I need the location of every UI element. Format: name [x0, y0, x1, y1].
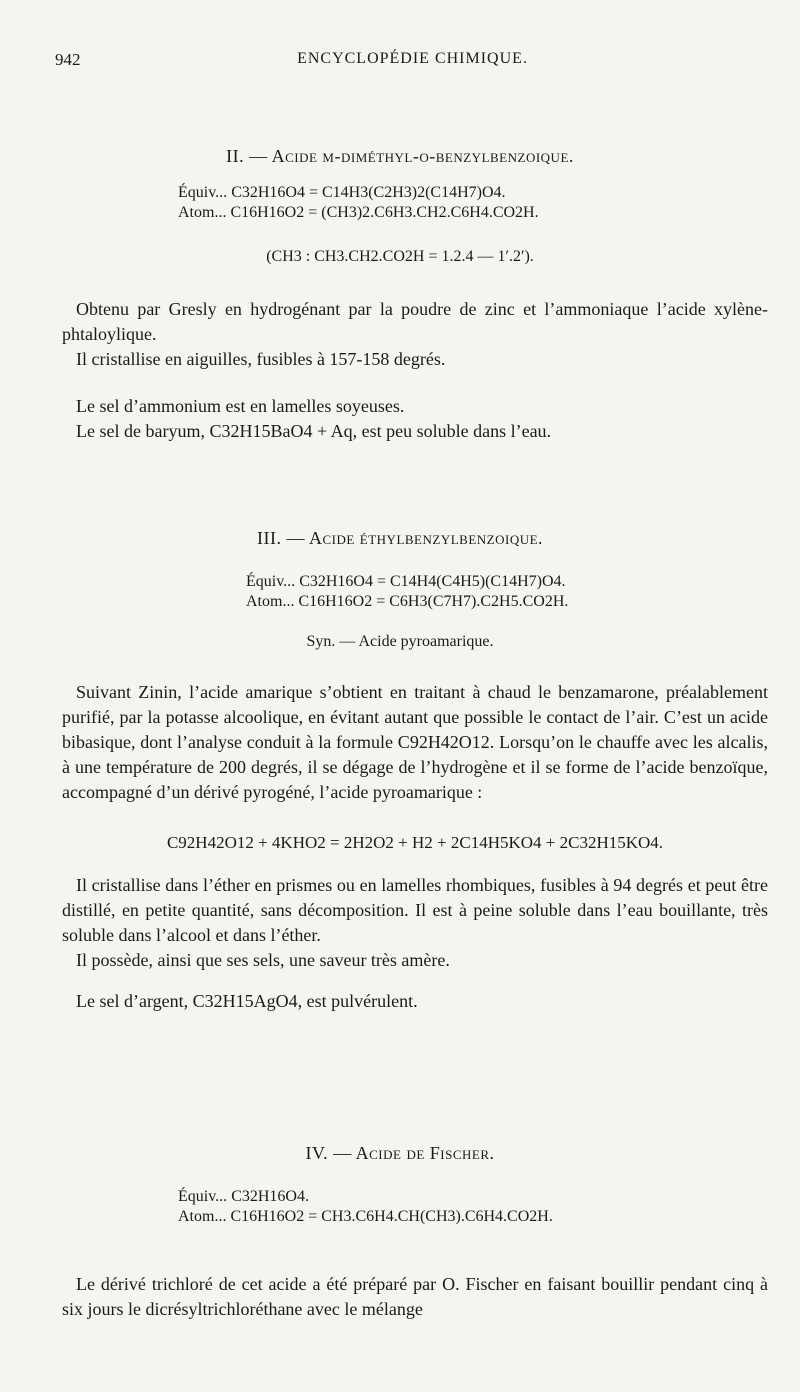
paragraph: Il possède, ainsi que ses sels, une saveur très amère. [76, 950, 450, 970]
paragraph: Il cristallise dans l’éther en prismes ou en lamelles rhombiques, fusibles à 94 degrés et peut être distillé, en petite quantité, sans décomposition. Il est à peine soluble dans l’eau bouillante, très soluble dans l’alcool et dans l’éther. [62, 875, 768, 945]
atom-formula: C16H16O2 = CH3.C6H4.CH(CH3).C6H4.CO2H. [230, 1208, 553, 1225]
page-number: 942 [55, 50, 81, 69]
section-4-text [62, 1272, 768, 1322]
equiv-label: Équiv... [178, 184, 228, 201]
atom-label: Atom... [178, 204, 227, 221]
section-2-formulas [178, 183, 738, 223]
atom-formula: C16H16O2 = (CH3)2.C6H3.CH2.C6H4.CO2H. [230, 204, 539, 221]
equiv-formula: C32H16O4 = C14H4(C4H5)(C14H7)O4. [299, 573, 566, 590]
running-title: ENCYCLOPÉDIE CHIMIQUE. [297, 50, 528, 67]
equiv-label: Équiv... [178, 1188, 228, 1205]
section-3-title: III. — Acide éthylbenzylbenzoique. [256, 528, 544, 548]
section-2-title: II. — Acide m-diméthyl-o-benzylbenzoique. [226, 146, 574, 166]
section-2-text [62, 297, 768, 444]
atom-label: Atom... [178, 1208, 227, 1225]
section-3-synonym: Syn. — Acide pyroamarique. [306, 633, 494, 650]
paragraph: Le dérivé trichloré de cet acide a été préparé par O. Fischer en faisant bouillir pendant cinq à six jours le dicrésyltrichloréthane avec le mélange [62, 1274, 768, 1319]
paragraph: Le sel de baryum, C32H15BaO4 + Aq, est peu soluble dans l’eau. [76, 421, 552, 441]
section-2-position: (CH3 : CH3.CH2.CO2H = 1.2.4 — 1′.2′). [266, 248, 534, 265]
paragraph: Obtenu par Gresly en hydrogénant par la poudre de zinc et l’ammoniaque l’acide xylène-phtaloylique. [62, 299, 768, 344]
paragraph: Suivant Zinin, l’acide amarique s’obtient en traitant à chaud le benzamarone, préalablement purifié, par la potasse alcoolique, en évitant autant que possible le contact de l’air. C’est un acide bibasique, dont l’analyse conduit à la formule C92H42O12. Lorsqu’on le chauffe avec les alcalis, à une température de 200 degrés, il se dégage de l’hydrogène et il se forme de l’acide benzoïque, accompagné d’un dérivé pyrogéné, l’acide pyroamarique : [62, 682, 768, 802]
section-4-title: IV. — Acide de Fischer. [305, 1143, 495, 1163]
paragraph: Le sel d’ammonium est en lamelles soyeuses. [76, 396, 405, 416]
section-3-text [62, 680, 768, 1014]
equiv-formula: C32H16O4. [231, 1188, 309, 1205]
reaction-equation: C92H42O12 + 4KHO2 = 2H2O2 + H2 + 2C14H5KO4 + 2C32H15KO4. [166, 833, 664, 852]
equiv-label: Équiv... [246, 573, 296, 590]
section-3-formulas [246, 572, 766, 612]
paragraph: Il cristallise en aiguilles, fusibles à 157-158 degrés. [76, 349, 446, 369]
paragraph: Le sel d’argent, C32H15AgO4, est pulvérulent. [76, 991, 418, 1011]
page-header [55, 50, 770, 78]
atom-formula: C16H16O2 = C6H3(C7H7).C2H5.CO2H. [298, 593, 569, 610]
section-4-formulas [178, 1187, 738, 1227]
atom-label: Atom... [246, 593, 295, 610]
equiv-formula: C32H16O4 = C14H3(C2H3)2(C14H7)O4. [231, 184, 506, 201]
